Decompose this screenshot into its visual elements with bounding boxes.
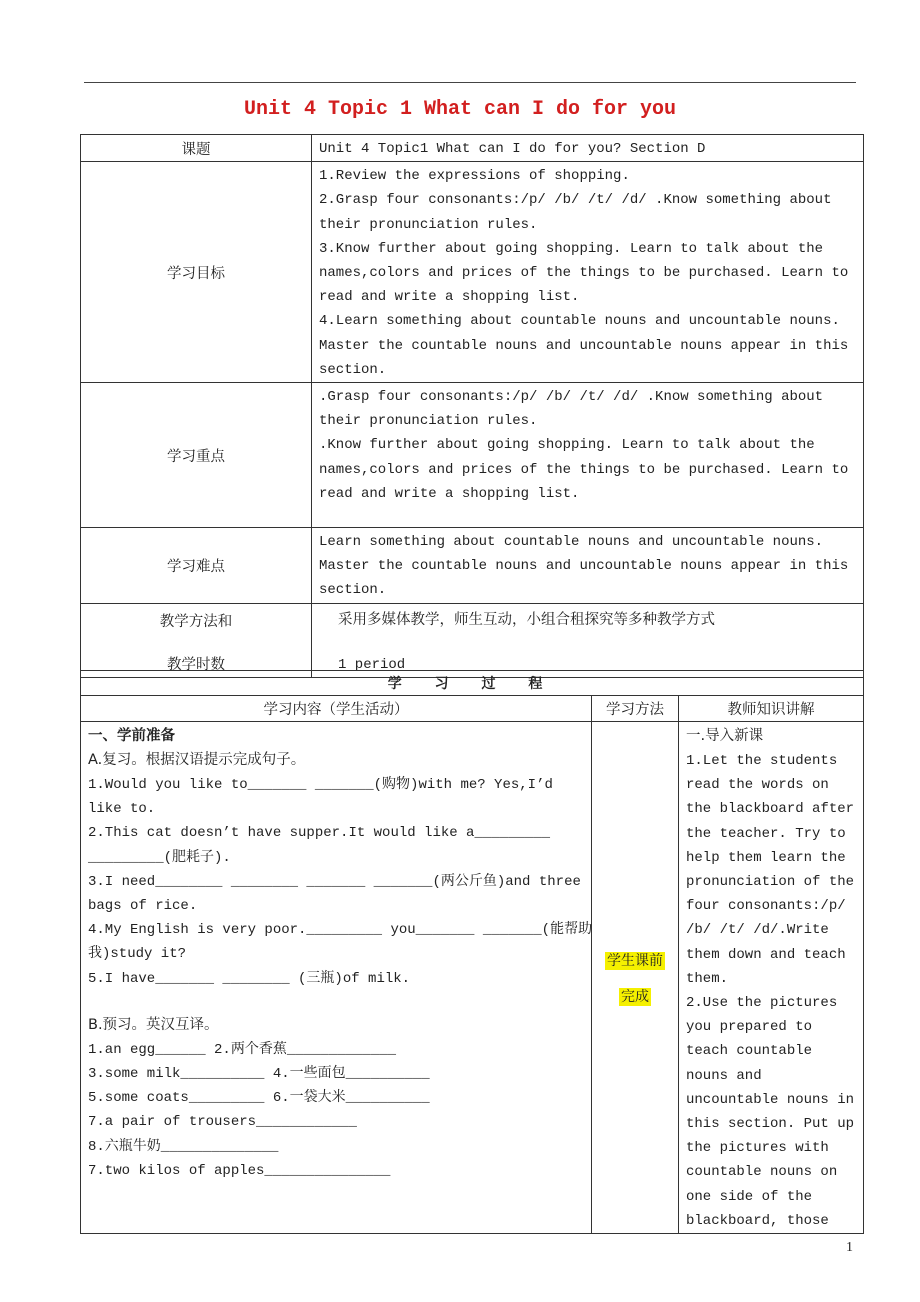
goal-line: names,colors and prices of the things to be purchased. Learn to — [319, 265, 849, 282]
teacher-line: the teacher. Try to — [686, 825, 846, 842]
goals-label: 学习目标 — [81, 162, 312, 383]
key-points-value — [312, 383, 864, 528]
key-points-label: 学习重点 — [81, 383, 312, 528]
teacher-line: /b/ /t/ /d/.Write — [686, 922, 829, 939]
difficult-point-line: section. — [319, 582, 387, 599]
teacher-line: teach countable — [686, 1043, 813, 1060]
key-point-line: .Know further about going shopping. Learn to talk about the — [319, 437, 815, 454]
key-point-line: .Grasp four consonants:/p/ /b/ /t/ /d/ .Know something about — [319, 389, 824, 406]
teacher-line: 1.Let the students — [686, 753, 838, 769]
review-sentence-line: 2.This cat doesn’t have supper.It would like a_________ — [88, 825, 551, 842]
goal-line: read and write a shopping list. — [319, 289, 580, 306]
preview-item-line: 3.some milk__________ 4.一些面包__________ — [88, 1066, 430, 1083]
part-a-items — [88, 773, 593, 991]
teacher-section-title: 一.导入新课 — [686, 728, 764, 744]
teacher-line: help them learn the — [686, 849, 846, 866]
part-b-items — [88, 1038, 584, 1183]
method-value — [312, 603, 864, 677]
topic-value: Unit 4 Topic1 What can I do for you? Section D — [312, 135, 864, 162]
teacher-line: this section. Put up — [686, 1116, 855, 1133]
goal-line: 4.Learn something about countable nouns and uncountable nouns. — [319, 313, 840, 330]
teacher-line: them down and teach — [686, 946, 846, 963]
teacher-line: four consonants:/p/ — [686, 898, 846, 915]
method-note-line-2: 完成 — [621, 988, 649, 1005]
review-sentence-line: 1.Would you like to_______ _______(购物)with me? Yes,I’d — [88, 777, 553, 793]
goal-line: Master the countable nouns and uncountable nouns appear in this — [319, 337, 849, 354]
teacher-line: blackboard, those — [686, 1212, 829, 1229]
review-sentence-line: 我)study it? — [88, 946, 187, 963]
student-activity-cell — [81, 722, 592, 1234]
period-text: 1 period — [338, 656, 406, 673]
teacher-line: pronunciation of the — [686, 874, 855, 891]
review-sentence-line: 4.My English is very poor._________ you_______ _______(能帮助 — [88, 922, 593, 939]
difficult-points-value — [312, 528, 864, 604]
section-title: 一、学前准备 — [88, 728, 175, 744]
method-note-cell — [592, 722, 679, 1234]
key-point-line: read and write a shopping list. — [319, 485, 580, 502]
teacher-explanation-cell — [679, 722, 864, 1234]
teacher-line: you prepared to — [686, 1019, 813, 1036]
process-header: 学 习 过 程 — [81, 671, 864, 696]
teacher-line: uncountable nouns in — [686, 1091, 855, 1108]
key-point-line: their pronunciation rules. — [319, 413, 538, 430]
column-content-header: 学习内容（学生活动） — [81, 696, 592, 722]
page-number: 1 — [846, 1240, 853, 1255]
part-a-instruction: A.复习。根据汉语提示完成句子。 — [88, 752, 306, 768]
column-teacher-header: 教师知识讲解 — [679, 696, 864, 722]
header-rule — [84, 82, 856, 83]
goal-line: section. — [319, 361, 387, 378]
review-sentence-line: _________(肥耗子). — [88, 849, 231, 866]
preview-item-line: 8.六瓶牛奶______________ — [88, 1138, 279, 1155]
teacher-line: the blackboard after — [686, 801, 855, 818]
teacher-line: 2.Use the pictures — [686, 995, 838, 1012]
method-label-line-1: 教学方法和 — [159, 613, 233, 630]
goal-line: 3.Know further about going shopping. Learn to talk about the — [319, 240, 824, 257]
review-sentence-line: 3.I need________ ________ _______ _______(两公斤鱼)and three — [88, 873, 581, 890]
goal-line: 1.Review the expressions of shopping. — [319, 168, 630, 185]
review-sentence-line: 5.I have_______ ________ (三瓶)of milk. — [88, 970, 411, 987]
review-sentence-line: bags of rice. — [88, 898, 198, 915]
difficult-points-label: 学习难点 — [81, 528, 312, 604]
difficult-point-line: Master the countable nouns and uncountable nouns appear in this — [319, 558, 849, 575]
learning-process-table — [80, 670, 864, 1234]
topic-label: 课题 — [81, 135, 312, 162]
method-note-line-1: 学生课前 — [607, 952, 663, 969]
document-title: Unit 4 Topic 1 What can I do for you — [243, 98, 677, 121]
goal-line: 2.Grasp four consonants:/p/ /b/ /t/ /d/ .Know something about — [319, 192, 832, 209]
teacher-line: the pictures with — [686, 1140, 829, 1157]
lesson-info-table — [80, 134, 864, 678]
method-label — [81, 603, 312, 677]
column-method-header: 学习方法 — [592, 696, 679, 722]
teacher-line: read the words on — [686, 777, 829, 794]
key-point-line: names,colors and prices of the things to be purchased. Learn to — [319, 461, 849, 478]
goal-line: their pronunciation rules. — [319, 216, 538, 233]
preview-item-line: 5.some coats_________ 6.一袋大米__________ — [88, 1090, 430, 1107]
method-text: 采用多媒体教学，师生互动，小组合租探究等多种教学方式 — [338, 611, 715, 628]
preview-item-line: 7.two kilos of apples_______________ — [88, 1162, 391, 1179]
part-b-instruction: B.预习。英汉互译。 — [88, 1016, 219, 1033]
teacher-lines — [686, 749, 856, 1233]
teacher-line: them. — [686, 970, 729, 987]
difficult-point-line: Learn something about countable nouns and uncountable nouns. — [319, 534, 824, 551]
method-label-line-2: 教学时数 — [167, 656, 225, 673]
preview-item-line: 1.an egg______ 2.两个香蕉_____________ — [88, 1041, 397, 1058]
teacher-line: countable nouns on — [686, 1164, 838, 1181]
teacher-line: nouns and — [686, 1067, 762, 1084]
preview-item-line: 7.a pair of trousers____________ — [88, 1114, 357, 1131]
teacher-line: one side of the — [686, 1188, 813, 1205]
review-sentence-line: like to. — [88, 801, 156, 818]
goals-value — [312, 162, 864, 383]
